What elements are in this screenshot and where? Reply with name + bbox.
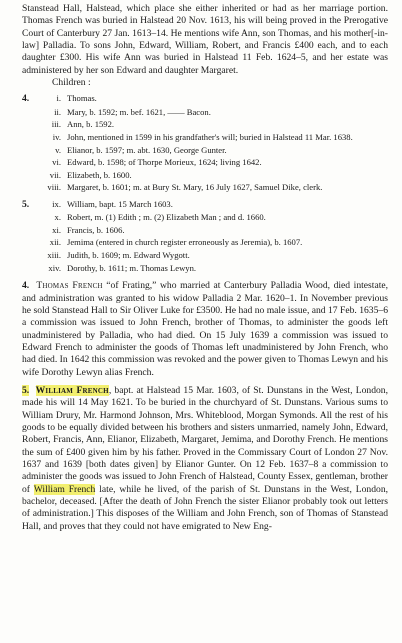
child-entry	[22, 169, 388, 182]
section-5-paragraph	[22, 385, 388, 533]
child-entry	[22, 224, 388, 237]
child-entry	[22, 198, 388, 211]
child-entry	[22, 106, 388, 119]
section-4-paragraph	[22, 280, 388, 379]
child-text: Dorothy, b. 1611; m. Thomas Lewyn.	[67, 262, 197, 273]
children-group-1	[22, 92, 388, 194]
child-roman-numeral: ii.	[54, 106, 61, 117]
section-5-text-after: late, while he lived, of the parish of St. Dunstans in the West, London, bachelor, deceased. [After the death of John French the sister Elianor probably took out letters of administration.] This disposes of the William and John French, son of Thomas of Stanstead Hall, and proves that they could not have emigrated to New Eng-	[22, 483, 389, 532]
child-roman-numeral: iv.	[52, 131, 61, 142]
child-roman-numeral: viii.	[47, 182, 61, 193]
child-roman-numeral: xii.	[49, 237, 61, 248]
child-text: Jemima (entered in church register erroneously as Jeremia), b. 1607.	[67, 237, 303, 248]
child-roman-numeral: x.	[54, 212, 61, 223]
child-text: Margaret, b. 1601; m. at Bury St. Mary, 16 July 1627, Samuel Dike, clerk.	[67, 182, 323, 193]
children-list-1	[22, 92, 388, 194]
intro-paragraph: Stanstead Hall, Halstead, which place she either inherited or had as her marriage portion. Thomas French was buried in Halstead 20 Nov. 1613, his will being proved in the Prerogative Court of Canterbury 27 Jan. 1613–14. He mentions wife Ann, son Thomas, and his mother[-in-law] Palladia. To sons John, Edward, William, Robert, and Francis £400 each, and to each daughter £300. His wife Ann was buried in Halstead 11 Feb. 1624–5, and her estate was administered by her son Edward and daughter Margaret.	[22, 3, 388, 76]
child-text: Mary, b. 1592; m. bef. 1621, —— Bacon.	[67, 106, 211, 117]
child-text: William, bapt. 15 March 1603.	[67, 198, 173, 209]
section-5-name-inline: William French	[33, 483, 96, 495]
child-roman-numeral: ix.	[52, 198, 61, 209]
children-heading: Children :	[52, 77, 91, 89]
child-roman-numeral: xiv.	[48, 262, 61, 273]
child-roman-numeral: i.	[56, 93, 61, 104]
child-roman-numeral: vi.	[52, 157, 61, 168]
children-list-2	[22, 198, 388, 274]
children-group-2	[22, 198, 388, 274]
child-entry	[22, 211, 388, 224]
generation-number: 5.	[22, 198, 30, 210]
child-roman-numeral: iii.	[51, 119, 61, 130]
generation-number: 4.	[22, 93, 30, 105]
section-5-name: William French	[35, 384, 109, 396]
child-entry	[22, 131, 388, 144]
section-4-number: 4.	[22, 280, 30, 292]
child-entry	[22, 236, 388, 249]
child-entry	[22, 92, 388, 105]
child-entry	[22, 249, 388, 262]
child-text: Ann, b. 1592.	[67, 119, 115, 130]
child-roman-numeral: vii.	[49, 169, 61, 180]
child-entry	[22, 118, 388, 131]
child-entry	[22, 262, 388, 275]
child-text: Judith, b. 1609; m. Edward Wygott.	[67, 250, 190, 261]
section-5-number: 5.	[22, 384, 30, 396]
section-4-name: Thomas French	[36, 280, 103, 292]
child-text: John, mentioned in 1599 in his grandfather's will; buried in Halstead 11 Mar. 1638.	[67, 131, 353, 142]
child-roman-numeral: xi.	[52, 224, 61, 235]
child-entry	[22, 144, 388, 157]
child-roman-numeral: xiii.	[47, 250, 61, 261]
child-text: Edward, b. 1598; of Thorpe Morieux, 1624; living 1642.	[67, 157, 262, 168]
child-text: Francis, b. 1606.	[67, 224, 125, 235]
child-roman-numeral: v.	[55, 144, 61, 155]
section-4-text: “of Frating,” who married at Canterbury Palladia Wood, died intestate, and administration was granted to his widow Palladia 2 Mar. 1620–1. In November previous he sold Stanstead Hall to Sir Oliver Luke for £3500. He had no male issue, and 17 Feb. 1635–6 a commission was issued to John French, brother of Thomas, to administer the goods left unadministered by Palladia, who had died. On 15 July 1639 a commission was issued to Edward French to administer the goods of Thomas left unadministered by John French, who had died. In 1642 this commission was revoked and the power given to Thomas Lewyn and his wife Dorothy Lewyn alias French.	[22, 280, 389, 378]
child-text: Thomas.	[67, 93, 97, 104]
child-entry	[22, 181, 388, 194]
child-entry	[22, 156, 388, 169]
section-5-text-before: , bapt. at Halstead 15 Mar. 1603, of St. Dunstans in the West, London, made his will 14 May 1621. To be buried in the churchyard of St. Dunstans. Various sums to William Drury, Mr. Harmond Johnson, Mrs. Whiteblood, Morgan Symonds. All the rest of his goods to be equally divided between his brothers and sisters unmarried, namely John, Edward, Robert, Francis, Ann, Elianor, Elizabeth, Margaret, Jemima, and Dorothy French. He mentions the sum of £400 given him by his father. Proved in the Commissary Court of London 27 Nov. 1637 and 1639 [both dates given] by Elianor Gunter. On 12 Feb. 1637–8 a commission to administer the goods was issued to John French of Halstead, County Essex, gentleman, brother of	[22, 384, 388, 495]
child-text: Elizabeth, b. 1600.	[67, 169, 132, 180]
child-text: Elianor, b. 1597; m. abt. 1630, George Gunter.	[67, 144, 227, 155]
child-text: Robert, m. (1) Edith ; m. (2) Elizabeth Man ; and d. 1660.	[67, 212, 266, 223]
